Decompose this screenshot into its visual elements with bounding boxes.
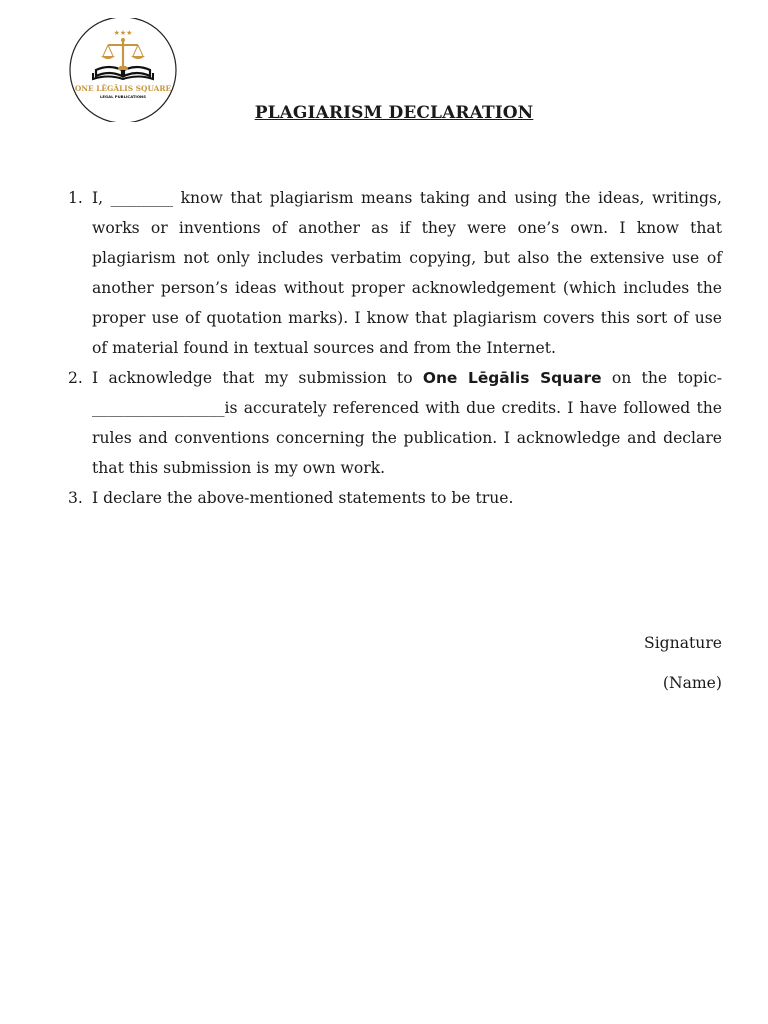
name-label: (Name) <box>662 674 722 692</box>
logo-tagline: LEGAL PUBLICATIONS <box>100 94 146 99</box>
declaration-item-2 <box>68 363 723 483</box>
declaration-item-1 <box>68 183 722 363</box>
item-number: 1. <box>68 189 83 207</box>
page-title: PLAGIARISM DECLARATION <box>254 103 534 123</box>
item-text: is accurately referenced with due credits. I have followed the rules and conventions concerning the publication. I acknowledge and declare that this submission is my own work. <box>92 399 722 477</box>
item-text: on the topic- <box>601 369 723 387</box>
item-text: I acknowledge that my submission to <box>92 369 423 387</box>
item-number: 3. <box>68 489 83 507</box>
item-number: 2. <box>68 369 83 387</box>
logo-name: ONE LĒGĀLIS SQUARE <box>74 84 172 93</box>
logo-stars: ★★★ <box>113 29 133 37</box>
signature-label: Signature <box>644 634 722 652</box>
topic-blank: _________________ <box>92 399 225 417</box>
declaration-list <box>68 183 723 513</box>
name-blank: ________ <box>110 189 174 207</box>
item-text: know that plagiarism means taking and using the ideas, writings, works or inventions of another as if they were one’s own. I know that plagiarism not only includes verbatim copying, but also the extensive use of another person’s ideas without proper acknowledgement (which includes the proper use of quotation marks). I know that plagiarism covers this sort of use of material found in textual sources and from the Internet. <box>92 189 722 357</box>
declaration-item-3 <box>68 483 722 513</box>
organization-name: One Lēgālis Square <box>422 369 602 387</box>
item-text: I declare the above-mentioned statements to be true. <box>92 489 514 507</box>
item-text: I, <box>92 189 111 207</box>
